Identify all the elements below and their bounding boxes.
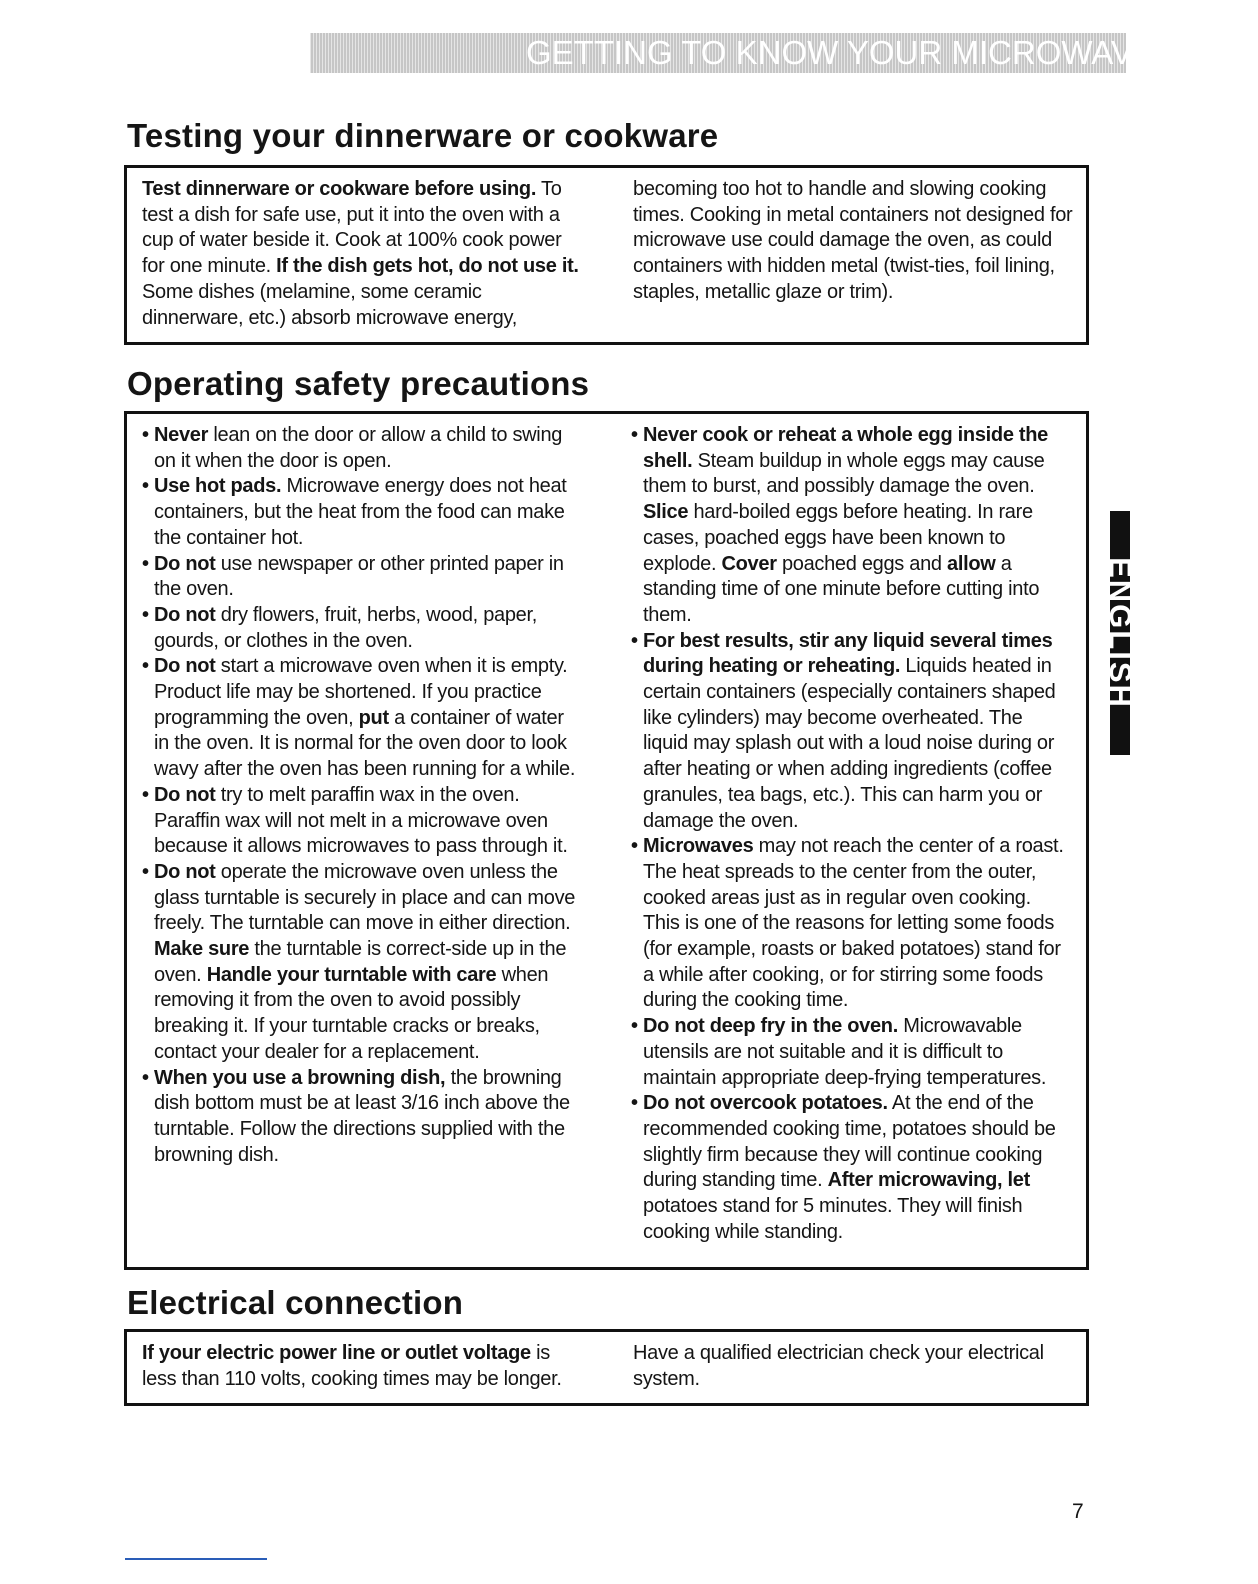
bold-text: Cover: [721, 552, 777, 575]
text: a container of water in the oven. It is normal for the oven door to look wavy after the oven has been running for a while.: [154, 706, 576, 781]
list-item: [142, 552, 582, 603]
bold-text: Slice: [643, 501, 689, 524]
text: when removing it from the oven to avoid possibly breaking it. If your turntable cracks or breaks, contact your dealer for a replacement.: [154, 963, 549, 1063]
text: Have a qualified electrician check your electrical system.: [633, 1342, 1044, 1390]
text: Microwave energy does not heat containers, but the heat from the food can make the container hot.: [154, 475, 567, 549]
text: use newspaper or other printed paper in the oven.: [154, 552, 564, 601]
bold-text: Do not: [154, 552, 216, 575]
text: Liquids heated in certain containers (especially containers shaped like cylinders) may become overheated. The liquid may splash out with a loud noise during or after heating or when adding ingredients (coffee granules, tea bags, etc.). This can harm you or damage the oven.: [643, 655, 1056, 832]
bold-text: Microwaves: [643, 835, 754, 858]
list-item: [631, 834, 1071, 1014]
dinnerware-left-column: [142, 177, 582, 331]
language-tab-label: ENGLISH: [1103, 557, 1139, 709]
text: Some dishes (melamine, some ceramic dinnerware, etc.) absorb microwave energy,: [142, 280, 517, 329]
list-item: [142, 783, 582, 860]
text: try to melt paraffin wax in the oven. Paraffin wax will not melt in a microwave oven because it allows microwaves to pass through it.: [154, 783, 568, 858]
bold-text: Do not deep fry in the oven.: [643, 1015, 898, 1038]
electrical-right-column: [633, 1341, 1073, 1392]
bold-text: Do not: [154, 655, 216, 678]
electrical-right-paragraph: [633, 1341, 1073, 1392]
dinnerware-section-title: Testing your dinnerware or cookware: [127, 117, 719, 154]
safety-right-list: [631, 423, 1071, 1246]
dinnerware-right-column: [633, 177, 1073, 306]
bold-text: Do not: [154, 783, 216, 806]
list-item: [142, 1066, 582, 1169]
bold-text: put: [358, 706, 389, 729]
electrical-section-title: Electrical connection: [127, 1284, 464, 1321]
list-item: [631, 1014, 1071, 1091]
electrical-box: [124, 1329, 1089, 1406]
bold-text: allow: [947, 552, 996, 575]
electrical-left-paragraph: [142, 1341, 582, 1392]
safety-section-title: Operating safety precautions: [127, 365, 590, 402]
text: the turntable is correct-side up in the oven.: [154, 938, 567, 986]
list-item: [142, 860, 582, 1066]
text: dry flowers, fruit, herbs, wood, paper, gourds, or clothes in the oven.: [154, 603, 538, 652]
safety-left-list: [142, 423, 582, 1168]
text: may not reach the center of a roast. The heat spreads to the center from the outer, cooked areas just as in regular oven cooking. This is one of the reasons for letting some foods (for example, roasts or baked potatoes) stand for a while after cooking, or for stirring some foods during the cooking time.: [643, 835, 1064, 1012]
bold-text: After microwaving, let: [827, 1169, 1030, 1192]
list-item: [142, 423, 582, 474]
text: a standing time of one minute before cutting into them.: [643, 552, 1040, 626]
safety-box: [124, 411, 1089, 1270]
list-item: [631, 1091, 1071, 1245]
dinnerware-right-paragraph: [633, 177, 1073, 306]
text: To test a dish for safe use, put it into the oven with a cup of water beside it. Cook at 100% cook power for one minute.: [142, 178, 562, 278]
bold-text: Test dinnerware or cookware before using.: [142, 178, 537, 200]
text: potatoes stand for 5 minutes. They will finish cooking while standing.: [643, 1195, 1023, 1243]
list-item: [142, 603, 582, 654]
safety-left-column: [142, 423, 582, 1168]
list-item: [142, 474, 582, 551]
text: operate the microwave oven unless the glass turntable is securely in place and can move freely. The turntable can move in either direction.: [154, 860, 576, 935]
bold-text: When you use a browning dish,: [154, 1066, 446, 1089]
text: is less than 110 volts, cooking times may be longer.: [142, 1342, 562, 1390]
list-item: [631, 629, 1071, 835]
section-header-banner: [310, 33, 1258, 73]
text: the browning dish bottom must be at least 3/16 inch above the turntable. Follow the directions supplied with the browning dish.: [154, 1066, 570, 1166]
text: lean on the door or allow a child to swing on it when the door is open.: [154, 424, 563, 472]
banner-text: GETTING TO KNOW YOUR MICROWAVE OVEN: [526, 34, 1258, 71]
language-tab: [1103, 511, 1139, 755]
bold-text: Never: [154, 424, 209, 446]
bold-text: Use hot pads.: [154, 475, 282, 498]
text: Microwavable utensils are not suitable and it is difficult to maintain appropriate deep-frying temperatures.: [643, 1015, 1047, 1089]
bold-text: Never cook or reheat a whole egg inside the shell.: [643, 424, 1049, 472]
bold-text: If your electric power line or outlet voltage: [142, 1342, 531, 1364]
bold-text: Handle your turntable with care: [206, 963, 497, 986]
bold-text: For best results, stir any liquid several times during heating or reheating.: [643, 629, 1053, 678]
text: becoming too hot to handle and slowing cooking times. Cooking in metal containers not designed for microwave use could damage the oven, as could containers with hidden metal (twist-ties, foil lining, staples, metallic glaze or trim).: [633, 178, 1073, 303]
electrical-left-column: [142, 1341, 582, 1392]
dinnerware-left-paragraph: [142, 177, 582, 331]
text: start a microwave oven when it is empty. Product life may be shortened. If you practice programming the oven,: [154, 655, 568, 729]
bold-text: If the dish gets hot, do not use it.: [276, 255, 579, 278]
bold-text: Make sure: [154, 938, 250, 961]
text: At the end of the recommended cooking time, potatoes should be slightly firm because they will continue cooking during standing time.: [643, 1092, 1056, 1192]
footer-rule: [125, 1558, 267, 1560]
bold-text: Do not: [154, 860, 216, 883]
text: hard-boiled eggs before heating. In rare cases, poached eggs have been known to explode.: [643, 501, 1033, 575]
safety-right-column: [631, 423, 1071, 1246]
text: poached eggs and: [776, 552, 947, 575]
list-item: [631, 423, 1071, 629]
list-item: [142, 654, 582, 783]
page-number: 7: [1072, 1500, 1084, 1523]
bold-text: Do not: [154, 603, 216, 626]
text: Steam buildup in whole eggs may cause them to burst, and possibly damage the oven.: [643, 449, 1045, 498]
bold-text: Do not overcook potatoes.: [643, 1092, 888, 1115]
dinnerware-box: [124, 165, 1089, 345]
